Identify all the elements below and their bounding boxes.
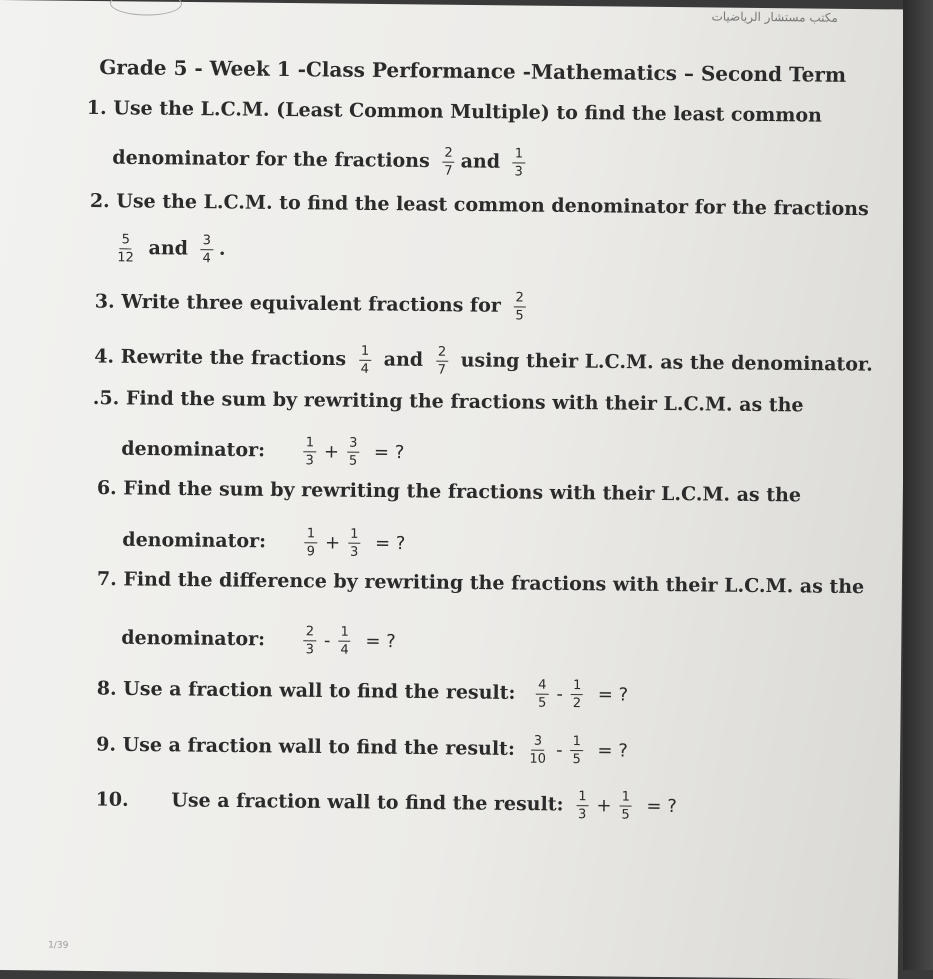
operator: - [555,739,563,761]
question-9-line-1 [96,730,630,767]
question-3-text: 3. Write three equivalent fractions for [94,290,501,317]
question-1-line-1: 1. Use the L.C.M. (Least Common Multiple) to find the least common [86,96,823,127]
question-8-line-1 [97,674,631,711]
question-1-text: denominator for the fractions [112,146,430,173]
fraction: $\frac{2}{3}$ [305,624,315,658]
fraction: $\frac{1}{9}$ [306,526,316,560]
period: . [218,237,226,260]
fraction: $\frac{1}{5}$ [621,789,631,823]
fraction: $\frac{2}{7}$ [444,145,453,179]
fraction: $\frac{3}{5}$ [348,435,358,469]
logo-stamp [110,0,182,16]
question-10-number: 10. [95,788,129,811]
fraction: $\frac{5}{12}$ [117,232,134,266]
question-10-line-1 [95,785,679,822]
question-6-line-1: 6. Find the sum by rewriting the fractions with their L.C.M. as the [96,477,802,507]
question-2-line-1: 2. Use the L.C.M. to find the least common denominator for the fractions [89,189,869,221]
fraction: $\frac{1}{3}$ [514,146,524,180]
fraction: $\frac{1}{3}$ [349,526,359,560]
question-3-line-1 [95,287,532,323]
question-4-text: 4. Rewrite the fractions [94,345,347,371]
question-10-text: Use a fraction wall to find the result: [171,789,564,816]
equals-question: = ? [365,630,396,652]
fraction: $\frac{1}{4}$ [360,343,370,377]
operator: + [323,440,340,463]
question-4-rest: using their L.C.M. as the denominator. [460,349,873,376]
operator: + [324,531,341,554]
fraction: $\frac{3}{4}$ [202,233,212,267]
page-number: 1/39 [48,940,69,951]
equals-question: = ? [646,795,677,817]
question-2-line-2 [109,233,225,265]
conjunction-and: and [148,237,189,260]
fraction: $\frac{4}{5}$ [537,677,547,711]
fraction: $\frac{1}{3}$ [578,789,587,823]
denominator-label: denominator: [121,437,266,462]
denominator-label: denominator: [121,626,266,651]
question-1-line-2 [112,143,531,178]
question-5-line-1: .5. Find the sum by rewriting the fractions with their L.C.M. as the [92,386,804,417]
question-4-line-1 [94,342,873,381]
operator: - [323,629,331,651]
fraction: $\frac{3}{10}$ [529,733,547,767]
question-7-line-2 [121,623,398,657]
question-9-text: 9. Use a fraction wall to find the result: [96,733,516,760]
equals-question: = ? [374,532,406,554]
question-8-text: 8. Use a fraction wall to find the result: [96,677,516,704]
equals-question: = ? [597,739,628,762]
fraction: $\frac{2}{7}$ [437,344,447,378]
header-arabic-text: مكتب مستشار الرياضيات [711,9,838,25]
fraction: $\frac{1}{2}$ [572,678,582,712]
equals-question: = ? [373,441,405,463]
question-6-line-2 [122,525,407,559]
operator: - [556,683,564,705]
fraction: $\frac{1}{5}$ [572,734,582,768]
conjunction-and: and [460,150,501,173]
fraction: $\frac{1}{4}$ [340,624,349,658]
operator: + [596,794,612,816]
denominator-label: denominator: [122,528,267,553]
conjunction-and: and [383,348,424,371]
question-7-line-1: 7. Find the difference by rewriting the fractions with their L.C.M. as the [96,568,865,599]
background-edge [903,0,933,970]
fraction: $\frac{2}{5}$ [515,290,524,324]
page-title: Grade 5 - Week 1 -Class Performance -Mathematics – Second Term [99,55,847,87]
fraction: $\frac{1}{3}$ [305,435,315,469]
equals-question: = ? [597,683,629,706]
question-5-line-2 [121,434,406,468]
